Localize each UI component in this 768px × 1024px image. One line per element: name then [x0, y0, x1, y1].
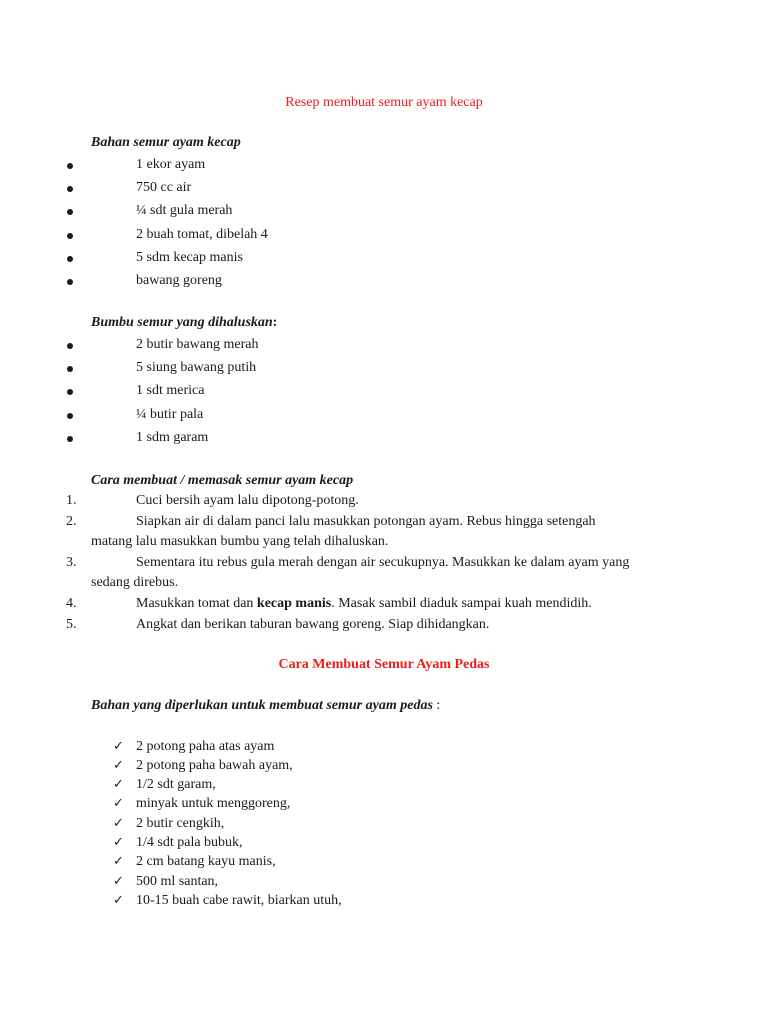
- checkmark-icon: ✓: [113, 758, 124, 773]
- bullet-dot-icon: [67, 163, 73, 169]
- check-item: [0, 776, 768, 796]
- list-item-text: 5 siung bawang putih: [136, 360, 257, 375]
- section-title-spicy: Cara Membuat Semur Ayam Pedas: [278, 657, 490, 672]
- list-item-text: 1 ekor ayam: [136, 157, 206, 172]
- check-item-text: 1/4 sdt pala bubuk,: [136, 835, 243, 850]
- step-item: [0, 554, 768, 574]
- bullet-dot-icon: [67, 389, 73, 395]
- list-item-text: 2 butir bawang merah: [136, 337, 259, 352]
- section-heading-spicy-ingredients: [91, 697, 440, 715]
- check-item-text: 2 potong paha bawah ayam,: [136, 758, 293, 773]
- list-item: [0, 156, 768, 176]
- step-text: Angkat dan berikan taburan bawang goreng. Siap dihidangkan.: [136, 617, 490, 632]
- heading-text: Bahan yang diperlukan untuk membuat semur ayam pedas: [91, 698, 433, 713]
- list-item-text: 1 sdt merica: [136, 383, 205, 398]
- check-item-text: 2 potong paha atas ayam: [136, 739, 275, 754]
- section-heading-spices: [91, 314, 277, 332]
- step-item: [0, 616, 768, 636]
- checkmark-icon: ✓: [113, 874, 124, 889]
- step-item: [0, 492, 768, 512]
- bullet-dot-icon: [67, 436, 73, 442]
- check-item: [0, 873, 768, 893]
- check-item: [0, 853, 768, 873]
- step-item: [0, 595, 768, 615]
- heading-suffix: :: [272, 315, 278, 330]
- check-item-text: 1/2 sdt garam,: [136, 777, 216, 792]
- check-item-text: minyak untuk menggoreng,: [136, 796, 291, 811]
- bullet-dot-icon: [67, 186, 73, 192]
- step-continuation: [0, 574, 768, 594]
- step-text-bold: kecap manis: [256, 596, 332, 611]
- list-item: [0, 179, 768, 199]
- list-item-text: ¼ butir pala: [136, 407, 204, 422]
- check-item: [0, 815, 768, 835]
- section-heading-ingredients: Bahan semur ayam kecap: [91, 135, 241, 150]
- checkmark-icon: ✓: [113, 796, 124, 811]
- checkmark-icon: ✓: [113, 739, 124, 754]
- bullet-dot-icon: [67, 366, 73, 372]
- check-item: [0, 834, 768, 854]
- step-continuation: [0, 533, 768, 553]
- list-item: [0, 336, 768, 356]
- list-item: [0, 406, 768, 426]
- list-item: [0, 272, 768, 292]
- list-item-text: 1 sdm garam: [136, 430, 209, 445]
- list-item-text: 5 sdm kecap manis: [136, 250, 243, 265]
- step-item: [0, 513, 768, 533]
- step-number: 5.: [66, 617, 77, 632]
- list-item: [0, 382, 768, 402]
- step-number: 1.: [66, 493, 77, 508]
- check-item-text: 2 cm batang kayu manis,: [136, 854, 276, 869]
- list-item-text: 2 buah tomat, dibelah 4: [136, 227, 268, 242]
- list-item: [0, 202, 768, 222]
- check-item: [0, 738, 768, 758]
- checkmark-icon: ✓: [113, 854, 124, 869]
- list-item: [0, 429, 768, 449]
- list-item: [0, 226, 768, 246]
- step-text: [136, 595, 592, 613]
- bullet-dot-icon: [67, 413, 73, 419]
- list-item: [0, 249, 768, 269]
- check-item-text: 2 butir cengkih,: [136, 816, 225, 831]
- step-number: 4.: [66, 596, 77, 611]
- list-item-text: ¼ sdt gula merah: [136, 203, 233, 218]
- checkmark-icon: ✓: [113, 893, 124, 908]
- check-item-text: 10-15 buah cabe rawit, biarkan utuh,: [136, 893, 342, 908]
- checkmark-icon: ✓: [113, 816, 124, 831]
- check-item-text: 500 ml santan,: [136, 874, 219, 889]
- bullet-dot-icon: [67, 209, 73, 215]
- section-heading-steps: Cara membuat / memasak semur ayam kecap: [91, 473, 354, 488]
- bullet-dot-icon: [67, 343, 73, 349]
- list-item-text: bawang goreng: [136, 273, 222, 288]
- step-text-part: . Masak sambil diaduk sampai kuah mendidih.: [331, 596, 592, 611]
- checkmark-icon: ✓: [113, 777, 124, 792]
- bullet-dot-icon: [67, 279, 73, 285]
- check-item: [0, 757, 768, 777]
- bullet-dot-icon: [67, 256, 73, 262]
- bullet-dot-icon: [67, 233, 73, 239]
- step-text: Sementara itu rebus gula merah dengan air secukupnya. Masukkan ke dalam ayam yang: [136, 555, 630, 570]
- list-item-text: 750 cc air: [136, 180, 192, 195]
- step-text: Cuci bersih ayam lalu dipotong-potong.: [136, 493, 359, 508]
- step-text: Siapkan air di dalam panci lalu masukkan potongan ayam. Rebus hingga setengah: [136, 514, 596, 529]
- step-text-continued: sedang direbus.: [91, 575, 179, 590]
- step-text-continued: matang lalu masukkan bumbu yang telah dihaluskan.: [91, 534, 389, 549]
- heading-text: Bumbu semur yang dihaluskan: [91, 315, 273, 330]
- step-text-part: Masukkan tomat dan: [136, 596, 257, 611]
- list-item: [0, 359, 768, 379]
- check-item: [0, 795, 768, 815]
- step-number: 2.: [66, 514, 77, 529]
- checkmark-icon: ✓: [113, 835, 124, 850]
- heading-suffix: :: [432, 698, 441, 713]
- step-number: 3.: [66, 555, 77, 570]
- check-item: [0, 892, 768, 912]
- page-title: Resep membuat semur ayam kecap: [285, 95, 483, 110]
